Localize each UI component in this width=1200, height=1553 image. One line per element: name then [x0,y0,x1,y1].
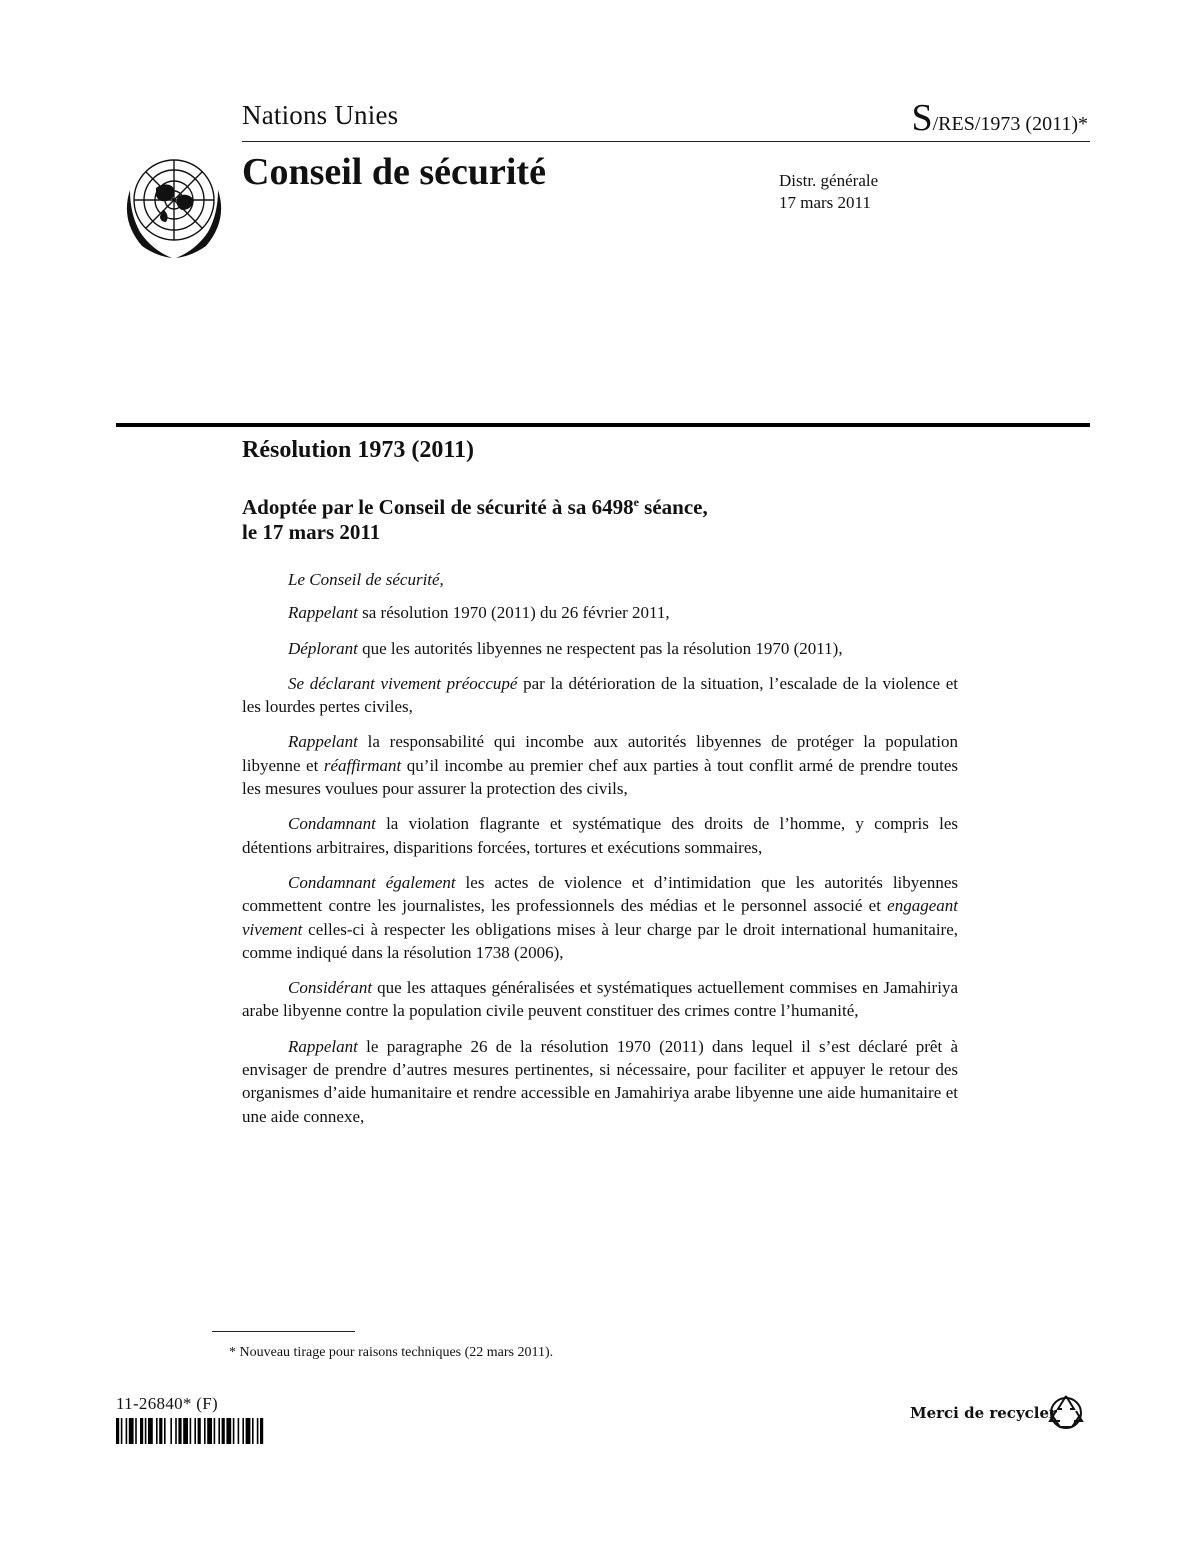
barcode-bar [183,1418,188,1444]
barcode-bar [156,1418,158,1444]
barcode-bar [129,1418,134,1444]
preamble-opening [242,568,958,591]
subtitle-line1-a: Adoptée par le Conseil de sécurité à sa 6498 [242,495,634,519]
lead-phrase: Rappelant [288,603,358,623]
barcode-bar [126,1418,128,1444]
symbol-prefix: S [911,97,933,139]
paragraph-text: que les attaques généralisées et systématiques actuellement commises en Jamahiriya arabe libyenne contre la population civile peuvent constituer des crimes contre l’humanité, [242,978,958,1021]
barcode-bar [214,1418,216,1444]
paragraph-text: les actes de violence et d’intimidation que les autorités libyennes commettent contre les journalistes, les professionnels des médias et le personnel associé et [242,872,958,916]
header-rule [242,141,1090,142]
adoption-subtitle [242,490,862,545]
resolution-body [242,568,958,1140]
barcode-bar [218,1418,220,1444]
un-emblem-icon [116,150,232,262]
barcode-bar [233,1418,235,1444]
subtitle-sup: e [633,495,639,509]
subtitle-line2: le 17 mars 2011 [242,520,381,544]
barcode-bar [257,1418,259,1444]
lead-phrase: Rappelant [288,1036,358,1056]
organ-title: Conseil de sécurité [242,151,546,193]
barcode-bar [222,1418,225,1444]
subtitle-line1-b: séance, [638,495,708,519]
paragraph-text: la responsabilité qui incombe aux autorités libyennes de protéger la population libyenne et [242,732,958,775]
paragraph-text: la violation flagrante et systématique des droits de l’homme, y compris les détentions arbitraires, disparitions forcées, tortures et exécutions sommaires, [242,814,958,857]
preamble-paragraph [242,1035,958,1128]
lead-phrase: Condamnant également [288,872,456,892]
paragraph-text: par la détérioration de la situation, l’escalade de la violence et les lourdes pertes civiles, [242,673,959,717]
preamble-paragraph [242,812,958,859]
opening-text: Le Conseil de sécurité, [288,570,444,589]
barcode-bar [194,1418,196,1444]
paragraph-text: que les autorités libyennes ne respectent pas la résolution 1970 (2011), [357,638,843,658]
barcode-icon [116,1418,316,1444]
barcode-bar [198,1418,201,1444]
barcode-bar [242,1418,244,1444]
barcode-bar [164,1418,166,1444]
barcode-bar [190,1418,192,1444]
preamble-paragraph [242,672,958,719]
lead-phrase: Condamnant [288,814,376,834]
barcode-bar [121,1418,123,1444]
barcode-bar [135,1418,137,1444]
paragraph-text: le paragraphe 26 de la résolution 1970 (2011) dans lequel il s’est déclaré prêt à envisager de prendre d’autres mesures pertinentes, si nécessaire, pour faciliter et appuyer le retour des organismes d’aide humanitaire et rendre accessible en Jamahiriya arabe libyenne une aide humanitaire et une aide connexe, [242,1036,958,1126]
barcode-bar [145,1418,147,1444]
barcode-bar [260,1418,263,1444]
preamble-paragraph [242,601,958,624]
barcode-bar [204,1418,206,1444]
distribution-block [779,170,878,214]
barcode-bar [238,1418,240,1444]
barcode-bar [140,1418,143,1444]
title-rule [116,423,1090,427]
barcode-bar [116,1418,119,1444]
barcode-bar [252,1418,254,1444]
barcode-bar [159,1418,162,1444]
preamble-paragraph [242,871,958,964]
organization-name: Nations Unies [242,100,399,130]
barcode-bar [170,1418,172,1444]
footnote-rule [212,1331,355,1332]
recycle-text: Merci de recycler [910,1404,1057,1422]
inline-italic: engageant vivement [242,896,958,939]
barcode-bar [178,1418,181,1444]
symbol-rest: /RES/1973 (2011)* [932,113,1088,135]
document-symbol [911,96,1088,140]
lead-phrase: Déplorant [288,638,358,658]
footnote: * Nouveau tirage pour raisons techniques (22 mars 2011). [229,1345,554,1360]
document-number: 11-26840* (F) [116,1394,218,1413]
barcode-bar [175,1418,177,1444]
lead-phrase: Rappelant [288,732,358,752]
preamble-paragraph [242,730,958,800]
preamble-paragraph [242,976,958,1023]
paragraph-text: qu’il incombe au premier chef aux parties à tout conflit armé de prendre toutes les mesures voulues pour assurer la protection des civils, [242,755,958,799]
paragraph-text: celles-ci à respecter les obligations mises à leur charge par le droit international humanitaire, comme indiqué dans la résolution 1738 (2006), [242,919,958,962]
recycle-icon [1046,1393,1086,1429]
resolution-title: Résolution 1973 (2011) [242,437,475,463]
barcode-bar [226,1418,231,1444]
barcode-bar [148,1418,153,1444]
inline-italic: réaffirmant [323,755,402,775]
distribution-label: Distr. générale [779,171,879,190]
paragraph-text: sa résolution 1970 (2011) du 26 février 2011, [357,603,670,623]
issue-date: 17 mars 2011 [779,193,871,212]
lead-phrase: Considérant [288,978,373,998]
lead-phrase: Se déclarant vivement préoccupé [288,673,518,693]
preamble-paragraph [242,637,958,660]
barcode-bar [246,1418,251,1444]
barcode-bar [207,1418,212,1444]
